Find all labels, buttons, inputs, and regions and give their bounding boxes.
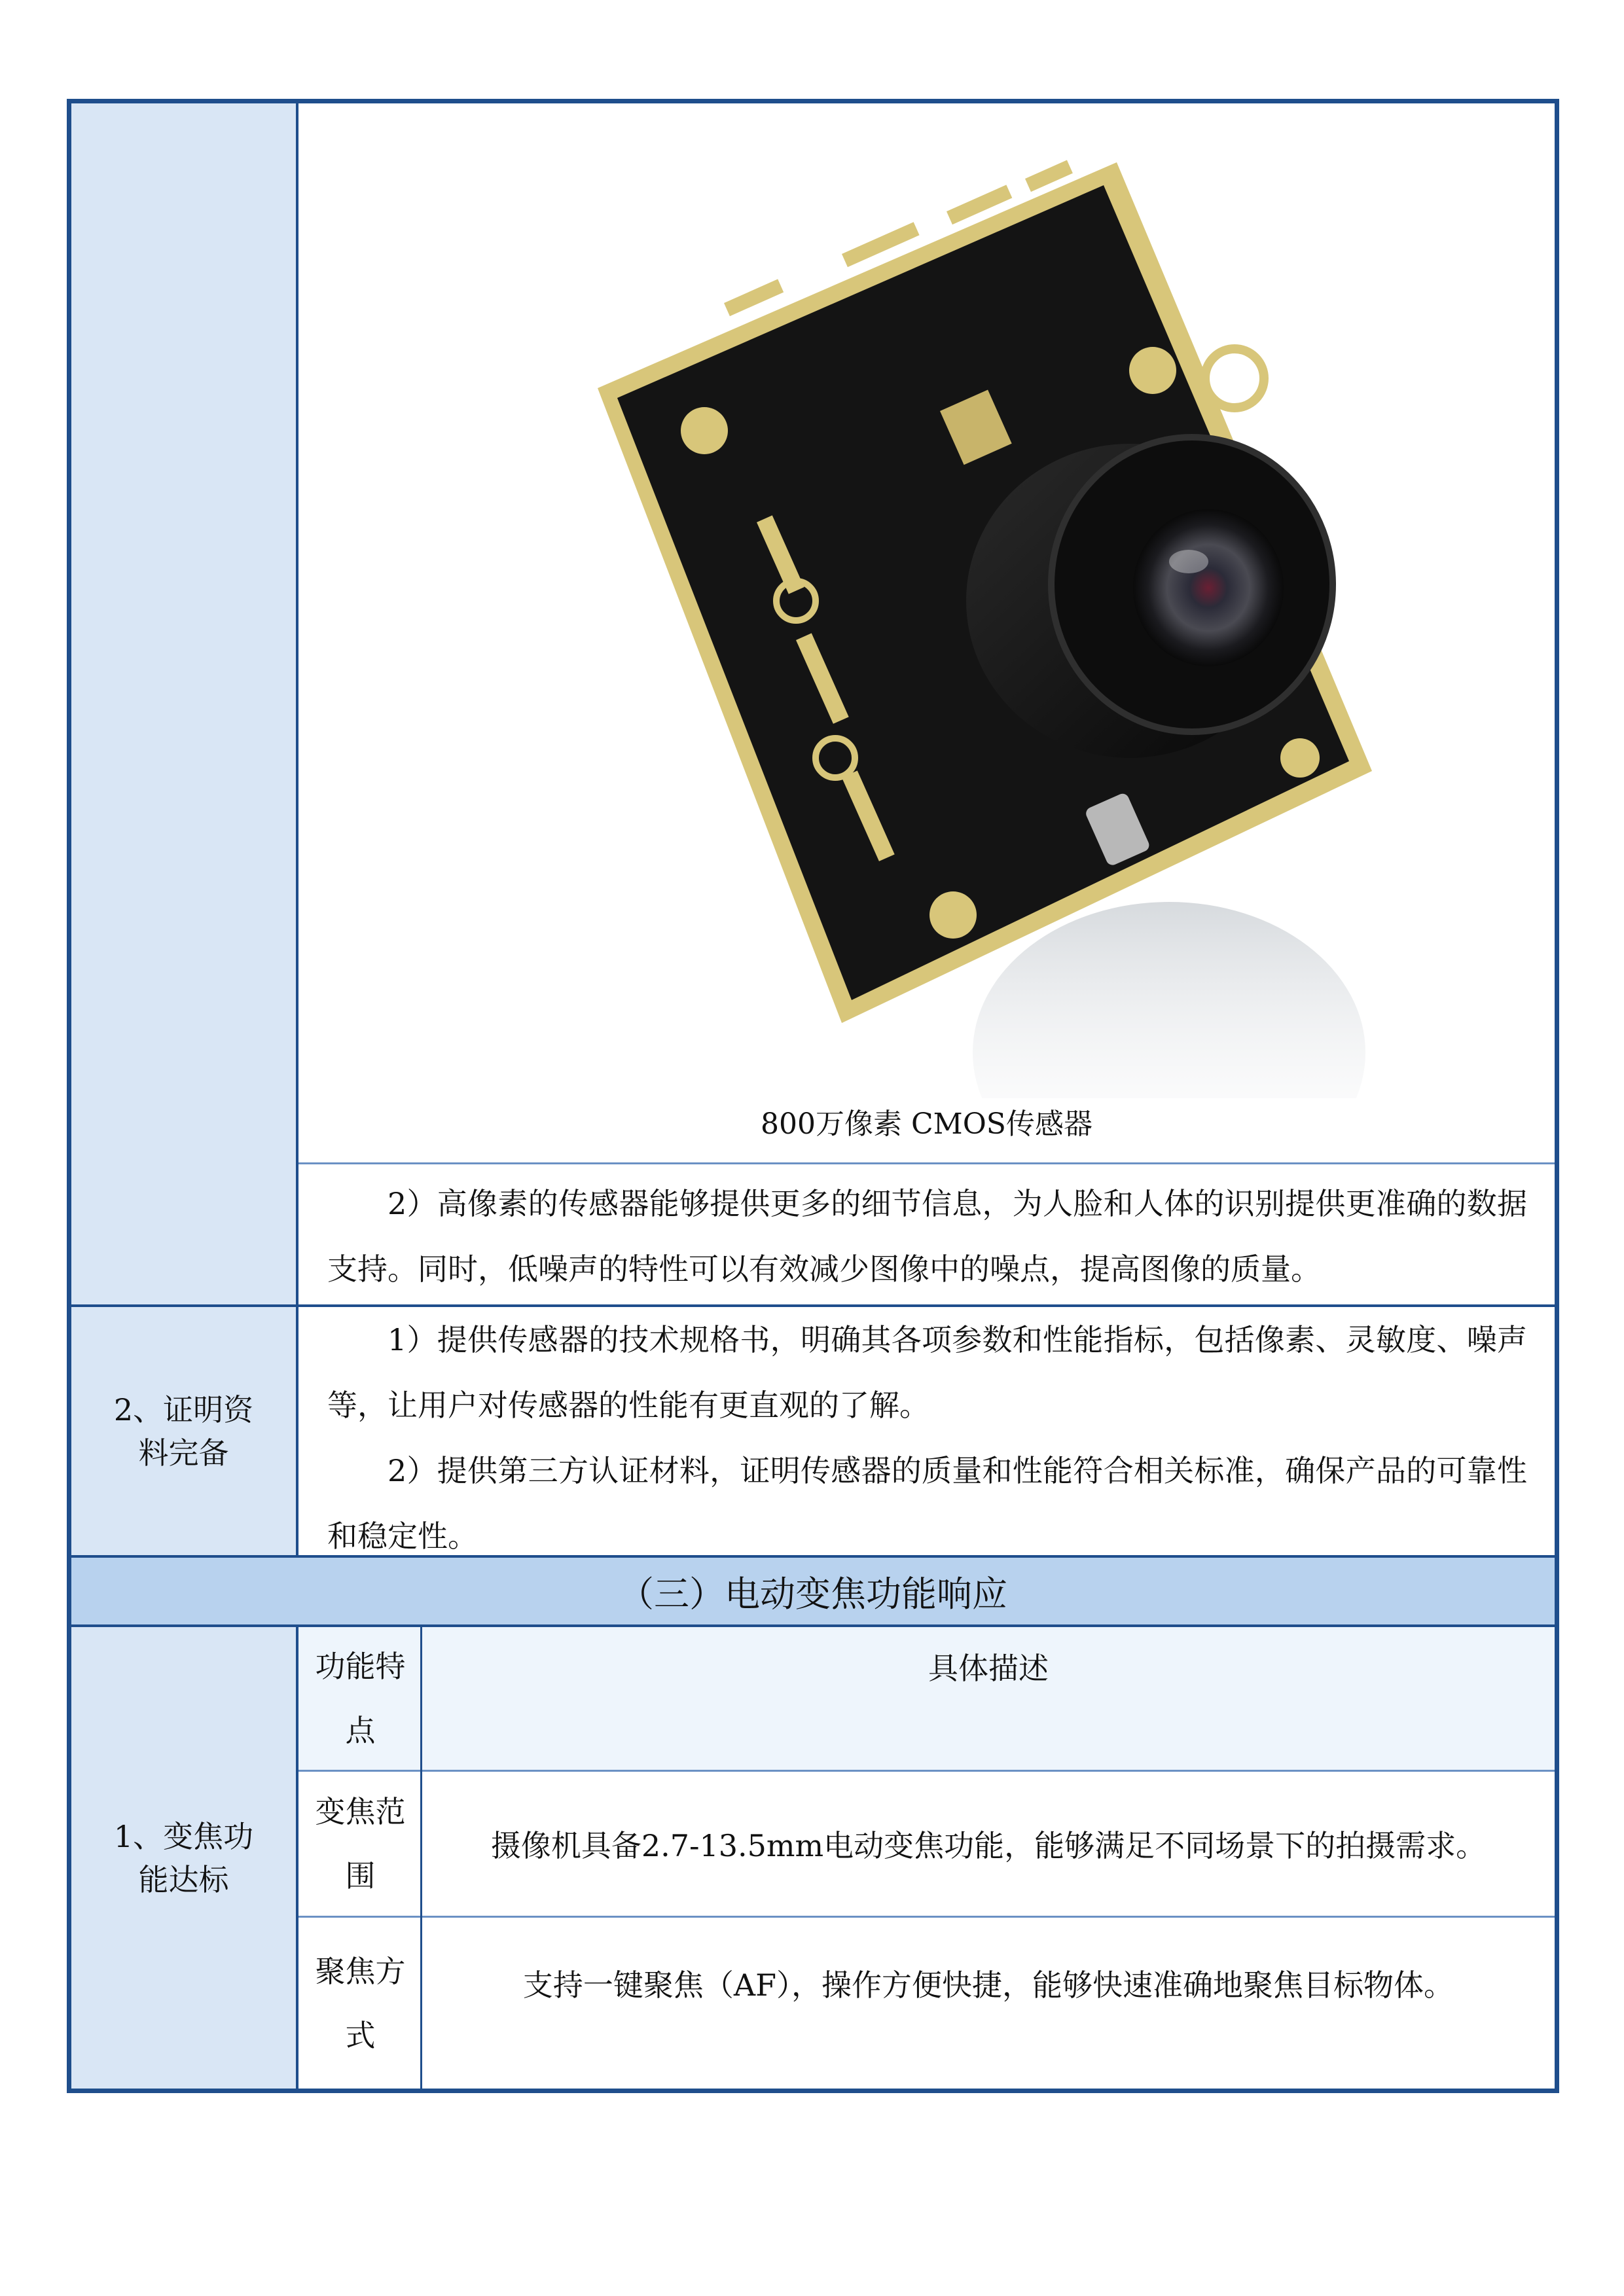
header-desc: 具体描述 [928,1651,1049,1686]
row2-label-line1: 2、证明资 [113,1391,254,1427]
header-feature-line2: 点 [345,1713,376,1748]
row1-paragraph: 2）高像素的传感器能够提供更多的细节信息，为人脸和人体的识别提供更准确的数据支持。同时，低噪声的特性可以有效减少图像中的噪点，提高图像的质量。 [327,1186,1527,1287]
header-feature [316,1634,406,1763]
feature-focus-line1: 聚焦方 [315,1953,406,1989]
feature-range-line2: 围 [345,1858,376,1893]
mount-hole [1280,738,1320,778]
zoom-label-line1: 1、变焦功 [113,1818,254,1854]
zoom-label-cell [71,1627,298,2089]
document-table [67,99,1559,2093]
row2-paragraph-2: 2）提供第三方认证材料，证明传感器的质量和性能符合相关标准，确保产品的可靠性和稳定性。 [327,1453,1527,1554]
feature-cell-range [298,1772,422,1916]
feature-range [316,1780,406,1908]
row2-label [114,1388,253,1475]
desc-range: 摄像机具备2.7-13.5mm电动变焦功能，能够满足不同场景下的拍摄需求。 [490,1828,1487,1863]
feature-focus [316,1939,406,2068]
header-feature-line1: 功能特 [315,1649,406,1684]
desc-cell-focus [422,1918,1555,2049]
zoom-label-line2: 能达标 [138,1861,229,1897]
mount-hole [929,891,977,939]
header-desc-cell [422,1627,1555,1706]
lens-highlight [1169,550,1208,573]
feature-range-line1: 变焦范 [315,1794,406,1829]
zoom-label [114,1815,253,1901]
row2-paragraph-1: 1）提供传感器的技术规格书，明确其各项参数和性能指标，包括像素、灵敏度、噪声等，让用户对传感器的性能有更直观的了解。 [327,1322,1527,1423]
image-card [298,103,1555,1164]
mount-hole [681,407,728,454]
mount-hole [1129,347,1176,394]
lens-glass [1133,509,1284,666]
row2-label-line2: 料完备 [138,1435,229,1471]
header-feature-cell [298,1627,422,1770]
row2-label-cell [71,1307,298,1555]
image-caption: 800万像素 CMOS传感器 [761,1107,1092,1141]
section-title: （三）电动变焦功能响应 [619,1573,1007,1615]
section-header [71,1558,1555,1624]
desc-cell-range [422,1772,1555,1916]
feature-focus-line2: 式 [345,2017,376,2053]
camera-module-photo [298,103,1555,1098]
feature-cell-focus [298,1918,422,2089]
row2-text-cell [298,1307,1555,1555]
desc-focus: 支持一键聚焦（AF），操作方便快捷，能够快速准确地聚焦目标物体。 [522,1967,1454,2003]
column-divider [420,1627,422,2089]
row1-text-cell [298,1164,1555,1304]
side-cell-top [71,103,298,1304]
pcb-connector [1205,349,1264,408]
